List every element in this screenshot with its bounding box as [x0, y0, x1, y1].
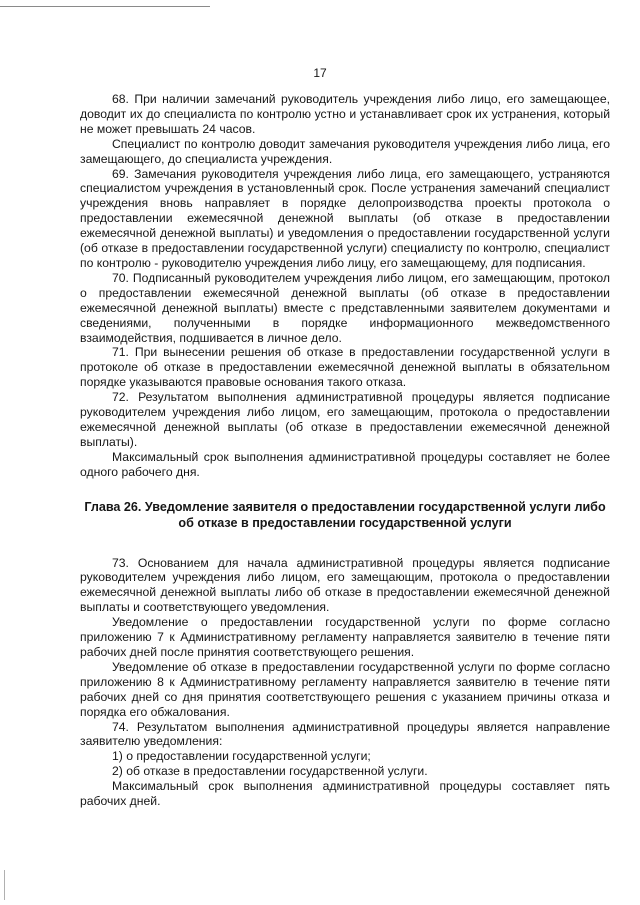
paragraph-70: 70. Подписанный руководителем учреждения либо лицом, его замещающим, протокол о предоставлении ежемесячной денежной выплаты (об отказе в предоставлении ежемесячной денежной выплаты) вместе с представленными заявителем документами и сведениями, полученными в порядке информационного межведомственного взаимодействия, подшивается в личное дело. [80, 270, 610, 345]
document-body [80, 92, 610, 809]
paragraph-74: 74. Результатом выполнения административной процедуры является направление заявителю уведомления: [80, 719, 610, 749]
paragraph-73-approval: Уведомление о предоставлении государственной услуги по форме согласно приложению 7 к Административному регламенту направляется заявителю в течение пяти рабочих дней после принятия соответствующего решения. [80, 615, 610, 659]
paragraph-72-deadline: Максимальный срок выполнения административной процедуры составляет не более одного рабочего дня. [80, 449, 610, 479]
page-number: 17 [313, 66, 327, 80]
paragraph-73: 73. Основанием для начала административной процедуры является подписание руководителем учреждения либо лицом, его замещающим, протокола о предоставлении ежемесячной денежной выплаты либо об отказе в предоставлении ежемесячной денежной выплаты и соответствующего уведомления. [80, 555, 610, 615]
scan-edge-line [0, 6, 210, 7]
list-item-1: 1) о предоставлении государственной услуги; [112, 749, 371, 764]
paragraph-72: 72. Результатом выполнения административной процедуры является подписание руководителем учреждения либо лицом, его замещающим, протокола о предоставлении ежемесячной денежной выплаты (об отказе в предоставлении ежемесячной денежной выплаты). [80, 390, 610, 449]
list-item-2: 2) об отказе в предоставлении государственной услуги. [112, 764, 428, 779]
scan-margin-mark [4, 870, 11, 900]
chapter-heading: Глава 26. Уведомление заявителя о предоставлении государственной услуги либо об отказе в предоставлении государственной услуги [84, 499, 606, 530]
paragraph-71: 71. При вынесении решения об отказе в предоставлении государственной услуги в протоколе об отказе в предоставлении ежемесячной денежной выплаты в обязательном порядке указываются правовые основания такого отказа. [80, 345, 610, 390]
paragraph-74-deadline: Максимальный срок выполнения административной процедуры составляет пять рабочих дней. [80, 779, 610, 809]
paragraph-69: 69. Замечания руководителя учреждения либо лица, его замещающего, устраняются специалистом учреждения в установленный срок. После устранения замечаний специалист учреждения вновь направляет в порядке делопроизводства проекты протокола о предоставлении ежемесячной денежной выплаты (об отказе в предоставлении ежемесячной денежной выплаты) и уведомления о предоставлении государственной услуги (об отказе в предоставлении государственной услуги) специалисту по контролю, специалист по контролю - руководителю учреждения либо лицу, его замещающему, для подписания. [80, 166, 610, 270]
paragraph-68: 68. При наличии замечаний руководитель учреждения либо лицо, его замещающее, доводит их до специалиста по контролю устно и устанавливает срок их устранения, который не может превышать 24 часов. [80, 92, 610, 136]
paragraph-73-refusal: Уведомление об отказе в предоставлении государственной услуги по форме согласно приложению 8 к Административному регламенту направляется заявителю в течение пяти рабочих дней со дня принятия соответствующего решения с указанием причины отказа и порядка его обжалования. [80, 659, 610, 719]
paragraph-68-note: Специалист по контролю доводит замечания руководителя учреждения либо лица, его замещающего, до специалиста учреждения. [80, 136, 610, 166]
